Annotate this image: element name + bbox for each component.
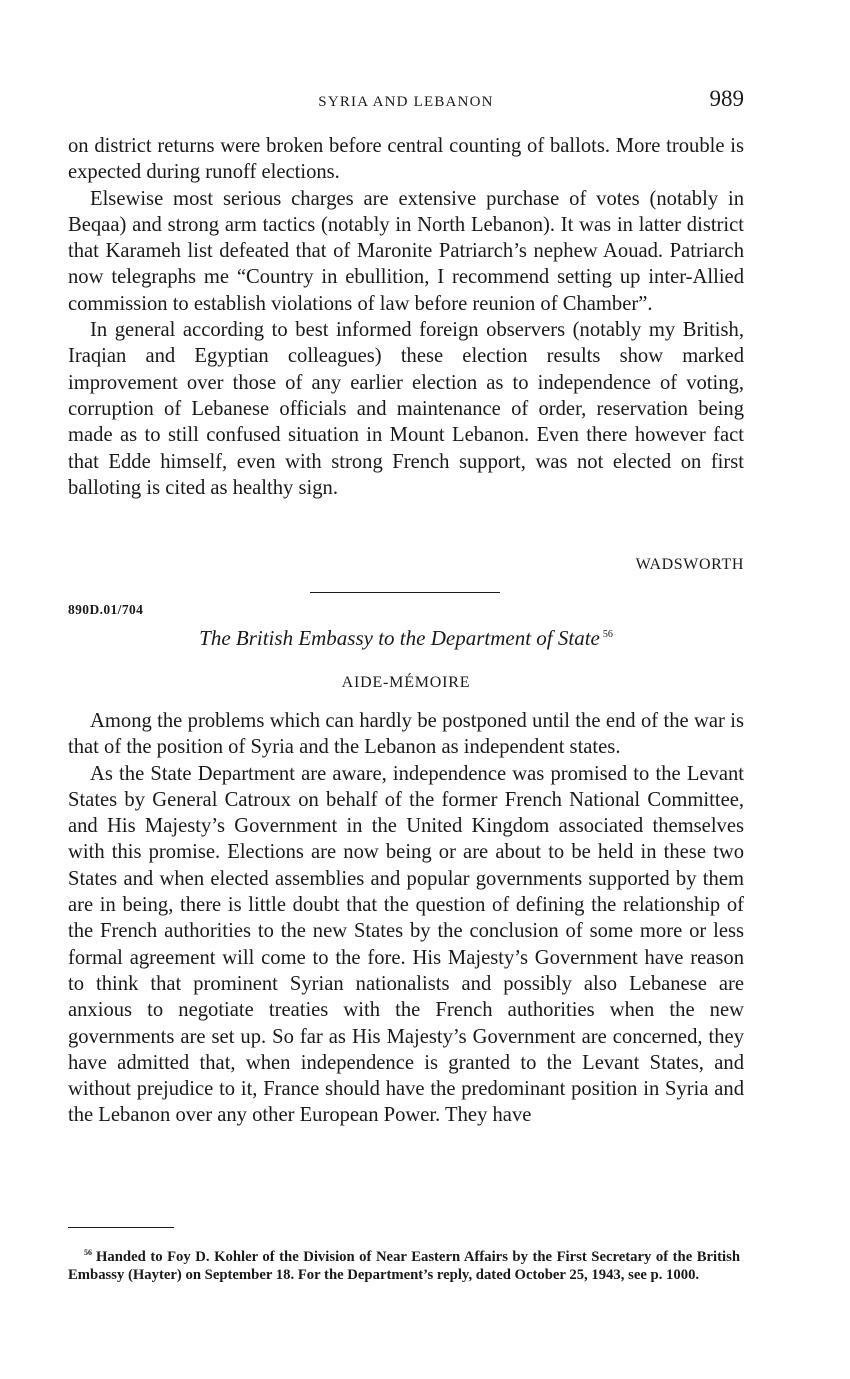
telegram-body bbox=[68, 133, 744, 501]
section-divider bbox=[310, 592, 500, 593]
body-paragraph: As the State Department are aware, independence was promised to the Levant States by General Catroux on behalf of the former French National Committee, and His Majesty’s Government in the United Kingdom associated themselves with this promise. Elections are now being or are about to be held in these two States and when elected assemblies and popular governments supported by them are in being, there is little doubt that the question of defining the relationship of the French authorities to the new States by the conclusion of some more or less formal agreement will come to the fore. His Majesty’s Government have reason to think that prominent Syrian nationalists and possibly also Lebanese are anxious to negotiate treaties with the French authorities when the new governments are set up. So far as His Majesty’s Government are concerned, they have admitted that, when independence is granted to the Levant States, and without prejudice to it, France should have the predominant position in Syria and the Lebanon over any other European Power. They have bbox=[68, 762, 744, 1127]
document-heading-text: The British Embassy to the Department of State bbox=[199, 626, 600, 650]
running-title: SYRIA AND LEBANON bbox=[318, 94, 494, 110]
page-number: 989 bbox=[709, 86, 744, 111]
file-number: 890D.01/704 bbox=[68, 602, 144, 617]
signature: WADSWORTH bbox=[635, 556, 744, 573]
document-heading bbox=[68, 626, 744, 651]
telegram-paragraph: on district returns were broken before central counting of ballots. More trouble is expected during runoff elections. bbox=[68, 135, 744, 184]
footnote-marker: 56 bbox=[84, 1248, 92, 1257]
running-header bbox=[68, 86, 744, 118]
document-type: AIDE-MÉMOIRE bbox=[341, 674, 471, 691]
footnote bbox=[68, 1244, 740, 1284]
footnote-reference: 56 bbox=[602, 629, 613, 640]
aide-memoire-body bbox=[68, 708, 744, 1129]
footnote-text: Handed to Foy D. Kohler of the Division of Near Eastern Affairs by the First Secretary of the British Embassy (Hayter) on September 18. For the Department’s reply, dated October 25, 1943, see p. 1000. bbox=[68, 1249, 740, 1283]
telegram-paragraph: Elsewise most serious charges are extensive purchase of votes (notably in Beqaa) and strong arm tactics (notably in North Lebanon). It was in latter district that Karameh list defeated that of Maronite Patriarch’s nephew Aouad. Patriarch now telegraphs me “Country in ebullition, I recommend setting up inter-Allied commission to establish violations of law before reunion of Chamber”. bbox=[68, 187, 744, 315]
body-paragraph: Among the problems which can hardly be postponed until the end of the war is that of the position of Syria and the Lebanon as independent states. bbox=[68, 710, 744, 759]
telegram-paragraph: In general according to best informed foreign observers (notably my British, Iraqian and Egyptian colleagues) these election results show marked improvement over those of any earlier election as to independence of voting, corruption of Lebanese officials and maintenance of order, reservation being made as to still confused situation in Mount Lebanon. Even there however fact that Edde himself, even with strong French support, was not elected on first balloting is cited as healthy sign. bbox=[68, 319, 744, 499]
footnote-rule bbox=[68, 1227, 174, 1228]
